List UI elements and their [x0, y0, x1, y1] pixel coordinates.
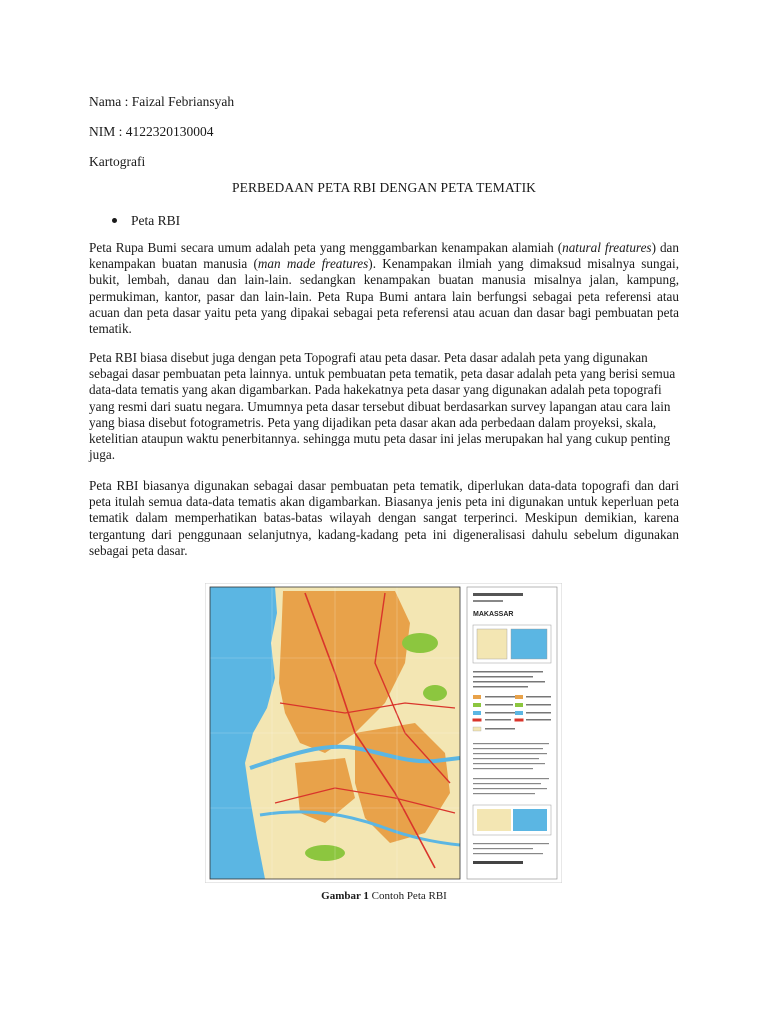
bullet-dot-icon — [112, 218, 117, 223]
p1-text-e: ). Kenampakan ilmiah yang dimaksud misalnya sungai, bukit, lembah, danau dan lain-lain. sedangkan kenampakan buatan manusia misalnya jalan, kampung, permukiman, kantor, pasar dan lain-lain. Peta Rupa Bumi antara lain berfungsi sebagai peta referensi atau acuan dan peta dasar yaitu peta yang dipakai sebagai peta referensi atau acuan dan dasar bagi pembuatan peta tematik. — [89, 256, 679, 337]
paragraph-3: Peta RBI biasanya digunakan sebagai dasar pembuatan peta tematik, diperlukan data-data topografi dan dari peta itulah semua data-data tematis akan digambarkan. Biasanya jenis peta ini digunakan untuk keperluan peta tematik dalam memperhatikan batas-batas wilayah dengan sangat terperinci. Meskipun demikian, karena tergantung dari penggunaan selanjutnya, kadang-kadang peta ini digeneralisasi dahulu sebelum digunakan sebagai peta dasar. — [89, 478, 679, 558]
bullet-item — [112, 213, 180, 229]
course-line: Kartografi — [89, 154, 146, 169]
rbi-map-figure — [205, 583, 562, 883]
map-green-2 — [423, 685, 447, 701]
caption-label: Gambar 1 — [321, 890, 369, 902]
map-area — [210, 587, 460, 879]
map-green-3 — [305, 845, 345, 861]
map-green-1 — [402, 633, 438, 653]
p1-text-a: Peta Rupa Bumi secara umum adalah peta yang menggambarkan kenampakan alamiah ( — [89, 240, 563, 255]
map-legend-panel — [467, 587, 557, 879]
bullet-label: Peta RBI — [131, 213, 181, 228]
caption-text: Contoh Peta RBI — [368, 890, 447, 902]
paragraph-1 — [89, 240, 679, 337]
rbi-map-image — [205, 583, 562, 883]
name-line: Nama : Faizal Febriansyah — [89, 94, 235, 109]
p1-italic-manmade: man made freatures — [257, 256, 369, 272]
document-title: PERBEDAAN PETA RBI DENGAN PETA TEMATIK — [231, 180, 537, 195]
p1-italic-natural: natural freatures — [562, 240, 652, 255]
p1-text-c: ) dan kenampakan buatan manusia ( — [89, 240, 679, 272]
paragraph-2: Peta RBI biasa disebut juga dengan peta Topografi atau peta dasar. Peta dasar adalah peta yang digunakan sebagai dasar pembuatan peta lainnya. untuk pembuatan peta tematik, peta dasar adalah peta yang berisi semua data-data tematis yang akan digambarkan. Pada hakekatnya peta dasar yang digunakan adalah peta topografi yang resmi dari suatu negara. Umumnya peta dasar tersebut dibuat berdasarkan survey lapangan atau cara lain yang biasa disebut fotogrametris. Peta yang dijadikan peta dasar akan ada perbedaan dalam proyeksi, skala, ketelitian ataupun waktu penerbitannya. sehingga mutu peta dasar ini jelas merupakan hal yang cukup penting juga. — [89, 350, 676, 463]
map-legend-title: MAKASSAR — [473, 611, 514, 618]
nim-line: NIM : 4122320130004 — [89, 124, 214, 139]
figure-caption — [0, 890, 768, 902]
